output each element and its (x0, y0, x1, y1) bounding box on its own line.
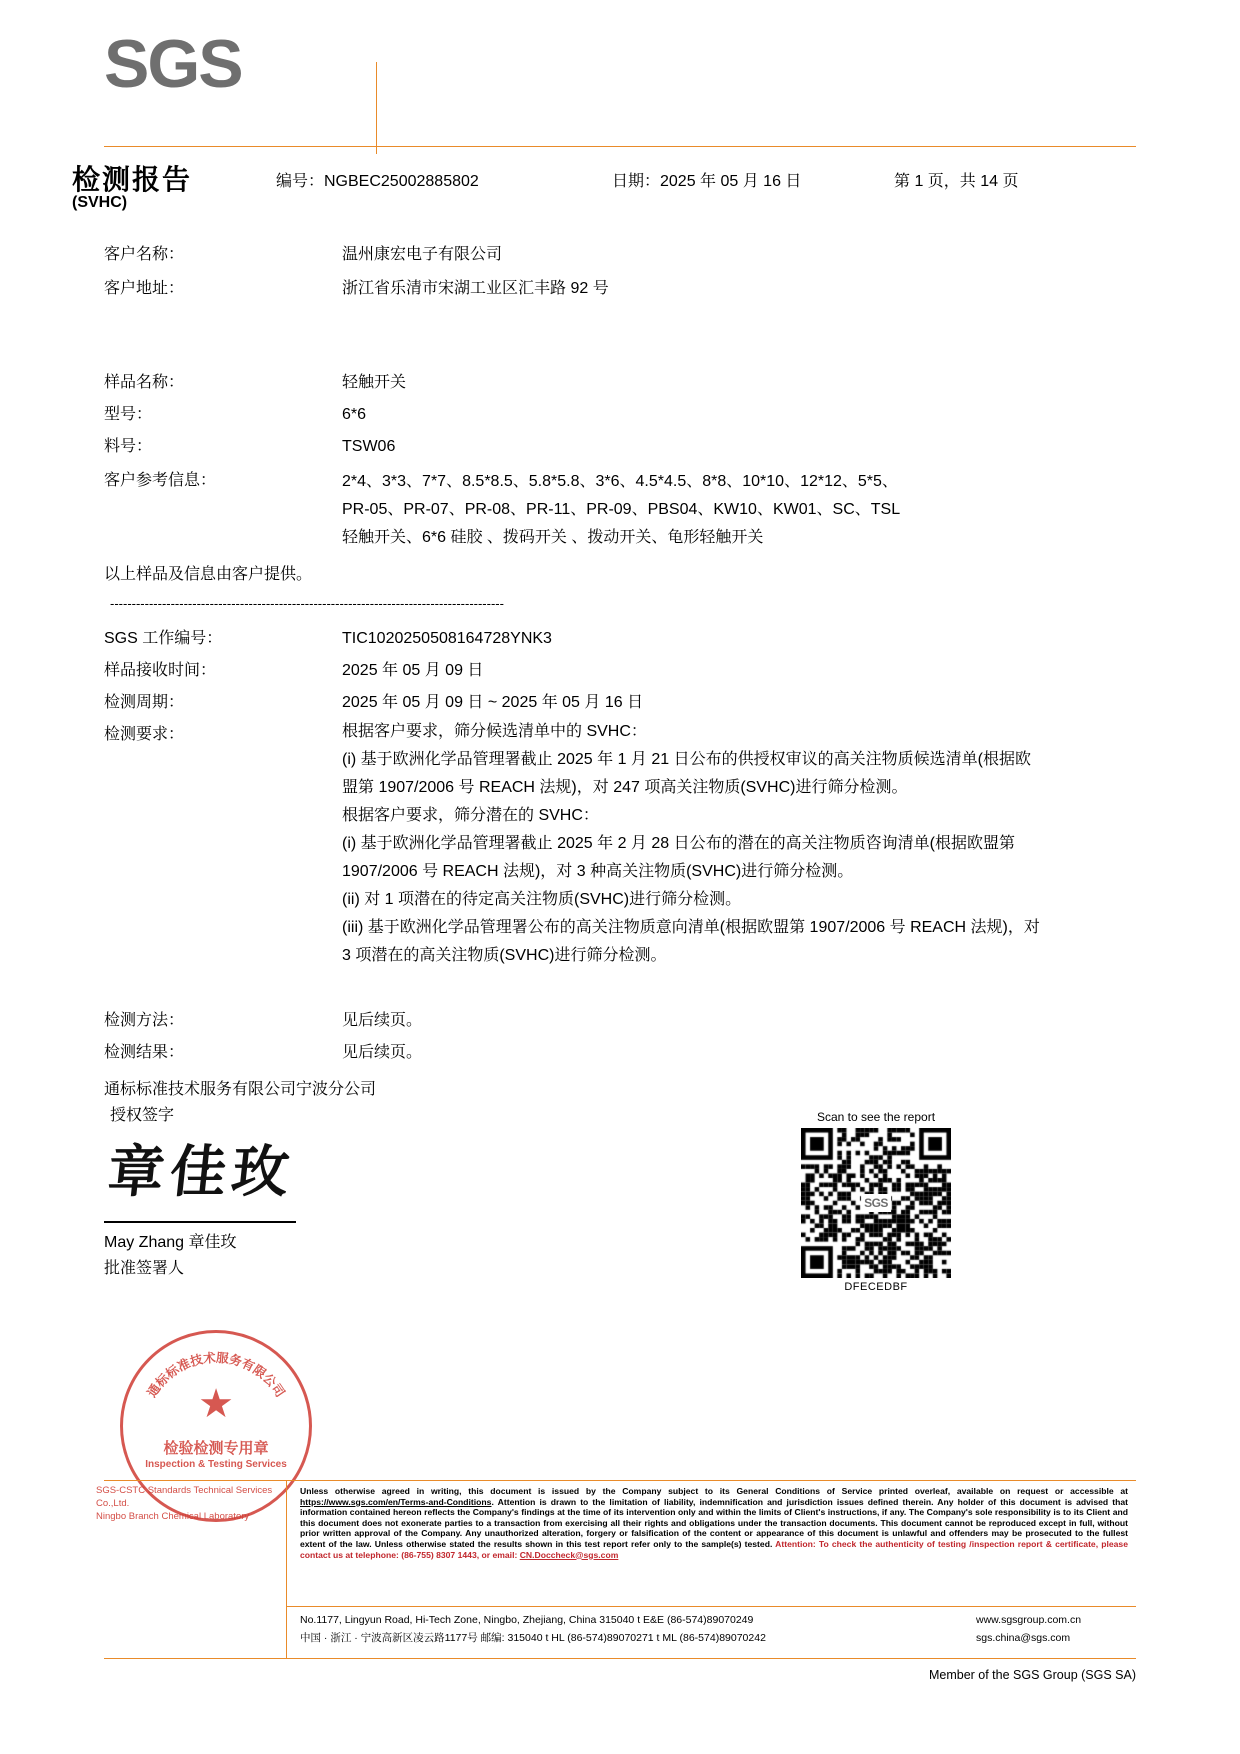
footer-middle-rule (286, 1606, 1136, 1607)
signatory-block (104, 1230, 237, 1282)
svg-text:通标标准技术服务有限公司: 通标标准技术服务有限公司 (144, 1350, 288, 1400)
reference-line-3: 轻触开关、6*6 硅胶 、拨码开关 、拨动开关、龟形轻触开关 (342, 529, 764, 546)
footer-vertical-rule (286, 1480, 287, 1658)
job-number-label: SGS 工作编号： (104, 630, 223, 647)
sgs-logo: SGS (104, 26, 242, 102)
handwritten-signature: 章佳玫 (104, 1142, 298, 1204)
section-divider: ------------------------------------------------------------------------------------------- (110, 596, 504, 611)
page-indicator: 第 1 页，共 14 页 (894, 173, 1019, 190)
test-period-value: 2025 年 05 月 09 日 ~ 2025 年 05 月 16 日 (342, 694, 644, 711)
footer-email[interactable]: sgs.china@sgs.com (976, 1632, 1071, 1644)
requirement-paragraph-2: (i) 基于欧洲化学品管理署截止 2025 年 1 月 21 日公布的供授权审议的高关注物质候选清单(根据欧盟第 1907/2006 号 REACH 法规)，对 247 项高关注物质(SVHC)进行筛分检测。 (342, 751, 1031, 796)
legal-text (300, 1486, 1128, 1560)
sample-received-label: 样品接收时间： (104, 662, 217, 679)
report-number: 编号：NGBEC25002885802 (276, 173, 479, 190)
test-requirement-body (342, 718, 1042, 970)
signature-company-line1: 通标标准技术服务有限公司宁波分公司 (104, 1081, 377, 1098)
qr-caption: Scan to see the report (816, 1110, 936, 1124)
page-title: 检测报告 (72, 164, 193, 195)
requirement-paragraph-1: 根据客户要求，筛分候选清单中的 SVHC： (342, 723, 647, 740)
page-header (104, 28, 1136, 124)
signature-rule (104, 1221, 296, 1223)
reference-line-2: PR-05、PR-07、PR-08、PR-11、PR-09、PBS04、KW10、KW01、SC、TSL (342, 501, 901, 518)
test-result-value: 见后续页。 (342, 1044, 423, 1061)
sample-model-label: 型号： (104, 406, 153, 423)
qr-code-icon[interactable] (801, 1128, 951, 1278)
seal-line-1: 检验检测专用章 (163, 1440, 269, 1458)
job-number-value: TIC1020250508164728YNK3 (342, 630, 552, 647)
legal-body: Unless otherwise agreed in writing, this document is issued by the Company subject to its General Conditions of Service printed overleaf, available on request or accessible at https://www.sgs.com/en/Terms-and-Conditions. Attention is drawn to the limitation of liability, indemnification and jurisdiction issues defined therein. Any holder of this document is advised that information contained hereon reflects the Company's findings at the time of its intervention only and within the limits of Client's instructions, if any. The Company's sole responsibility is to its Client and this document does not exonerate parties to a transaction from exercising all their rights and obligations under the transaction documents. This document cannot be reproduced except in full, without prior written approval of the Company. Any unauthorized alteration, forgery or falsification of the content or appearance of this document is unlawful and offenders may be prosecuted to the fullest extent of the law. Unless otherwise stated the results shown in this test report refer only to the sample(s) tested. (300, 1486, 1128, 1549)
seal-subtext (96, 1484, 306, 1523)
requirement-paragraph-5: (ii) 对 1 项潜在的待定高关注物质(SVHC)进行筛分检测。 (342, 891, 742, 908)
seal-subtext-line2: Ningbo Branch Chemical Laboratory (96, 1511, 250, 1522)
test-method-value: 见后续页。 (342, 1012, 423, 1029)
seal-star-icon: ★ (198, 1381, 234, 1426)
signatory-name: May Zhang 章佳玫 (104, 1234, 237, 1251)
test-method-label: 检测方法： (104, 1012, 185, 1029)
footer-bottom-rule (104, 1658, 1136, 1659)
sample-material-label: 料号： (104, 438, 153, 455)
sample-name-label: 样品名称： (104, 374, 185, 391)
test-requirement-label: 检测要求： (104, 726, 185, 743)
signatory-role: 批准签署人 (104, 1260, 185, 1277)
client-address-value: 浙江省乐清市宋湖工业区汇丰路 92 号 (342, 280, 609, 297)
sample-received-value: 2025 年 05 月 09 日 (342, 662, 484, 679)
footer-website[interactable]: www.sgsgroup.com.cn (976, 1614, 1082, 1626)
seal-subtext-line1: SGS-CSTC Standards Technical Services Co.,Ltd. (96, 1485, 273, 1509)
requirement-paragraph-3: 根据客户要求，筛分潜在的 SVHC： (342, 807, 599, 824)
sample-reference-label: 客户参考信息： (104, 472, 217, 489)
footer-address-cn: 中国 · 浙江 · 宁波高新区凌云路1177号 邮编: 315040 t HL (86-574)89070271 t ML (86-574)89070242 (300, 1632, 766, 1644)
test-result-label: 检测结果： (104, 1044, 185, 1061)
client-name-label: 客户名称： (104, 246, 185, 263)
sample-model-value: 6*6 (342, 406, 367, 423)
signature-company-line2: 授权签字 (110, 1107, 175, 1124)
sample-reference-value (342, 468, 1132, 552)
title-row (72, 158, 1136, 214)
qr-code-block (796, 1110, 956, 1293)
qr-center-label: SGS (861, 1194, 891, 1212)
header-divider-vertical (376, 62, 377, 154)
signature-company (104, 1077, 376, 1129)
reference-line-1: 2*4、3*3、7*7、8.5*8.5、5.8*5.8、3*6、4.5*4.5、8*8、10*10、12*12、5*5、 (342, 473, 898, 490)
report-date: 日期：2025 年 05 月 16 日 (612, 173, 802, 190)
sample-material-value: TSW06 (342, 438, 396, 455)
qr-id: DFECEDBF (844, 1281, 908, 1293)
sample-provided-note: 以上样品及信息由客户提供。 (104, 566, 313, 583)
footer-member-line: Member of the SGS Group (SGS SA) (928, 1668, 1136, 1682)
sample-name-value: 轻触开关 (342, 374, 407, 391)
page-subtitle: (SVHC) (72, 194, 128, 211)
client-name-value: 温州康宏电子有限公司 (342, 246, 503, 263)
footer-address-en: No.1177, Lingyun Road, Hi-Tech Zone, Ningbo, Zhejiang, China 315040 t E&E (86-574)89070249 (300, 1614, 754, 1626)
client-address-label: 客户地址： (104, 280, 185, 297)
legal-attention: Attention: To check the authenticity of testing /inspection report & certificate, please contact us at telephone: (86-755) 8307 1443, or email: CN.Doccheck@sgs.com (300, 1538, 1128, 1560)
header-divider (104, 146, 1136, 147)
footer-top-rule (104, 1480, 1136, 1481)
requirement-paragraph-4: (i) 基于欧洲化学品管理署截止 2025 年 2 月 28 日公布的潜在的高关注物质咨询清单(根据欧盟第 1907/2006 号 REACH 法规)，对 3 种高关注物质(SVHC)进行筛分检测。 (342, 835, 1015, 880)
seal-line-2: Inspection & Testing Services (145, 1459, 287, 1471)
requirement-paragraph-6: (iii) 基于欧洲化学品管理署公布的高关注物质意向清单(根据欧盟第 1907/2006 号 REACH 法规)，对 3 项潜在的高关注物质(SVHC)进行筛分检测。 (342, 919, 1040, 964)
test-period-label: 检测周期： (104, 694, 185, 711)
